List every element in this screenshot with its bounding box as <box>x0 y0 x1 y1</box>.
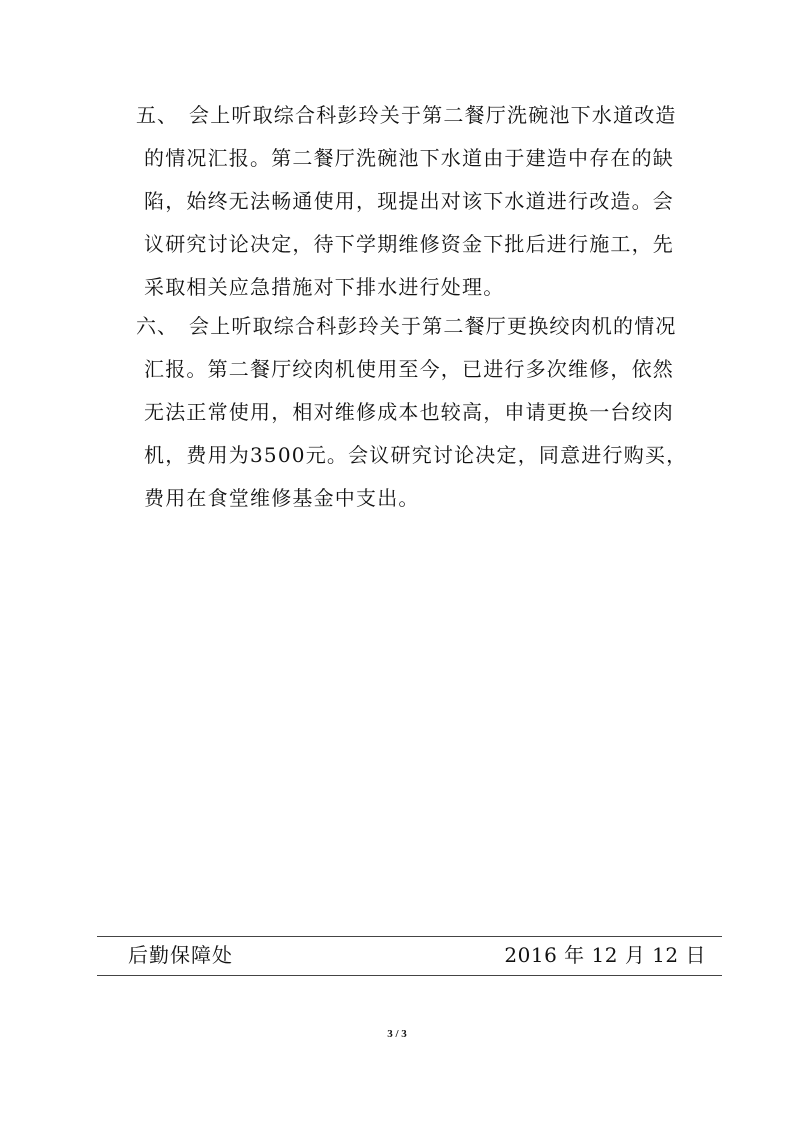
item-line: 的情况汇报。第二餐厅洗碗池下水道由于建造中存在的缺 <box>144 146 674 170</box>
item-number: 六、 <box>136 314 178 338</box>
item-line: 采取相关应急措施对下排水进行处理。 <box>144 275 505 299</box>
item-line: 无法正常使用，相对维修成本也较高，申请更换一台绞肉 <box>144 400 674 424</box>
item-line: 费用在食堂维修基金中支出。 <box>144 486 420 510</box>
issue-date: 2016 年 12 月 12 日 <box>504 943 706 967</box>
issuing-department: 后勤保障处 <box>128 943 233 967</box>
item-line: 陷，始终无法畅通使用，现提出对该下水道进行改造。会 <box>144 189 674 213</box>
item-line: 会上听取综合科彭玲关于第二餐厅更换绞肉机的情况 <box>189 314 677 338</box>
item-number: 五、 <box>136 103 178 127</box>
item-line: 机，费用为3500元。会议研究讨论决定，同意进行购买， <box>144 443 688 467</box>
footer-bottom-divider <box>97 975 722 976</box>
item-line: 汇报。第二餐厅绞肉机使用至今，已进行多次维修，依然 <box>144 357 674 381</box>
item-body <box>136 97 726 305</box>
item-body <box>136 308 726 516</box>
item-line: 议研究讨论决定，待下学期维修资金下批后进行施工，先 <box>144 232 674 256</box>
page-number: 3 / 3 <box>387 1028 407 1040</box>
item-line: 会上听取综合科彭玲关于第二餐厅洗碗池下水道改造 <box>189 103 677 127</box>
